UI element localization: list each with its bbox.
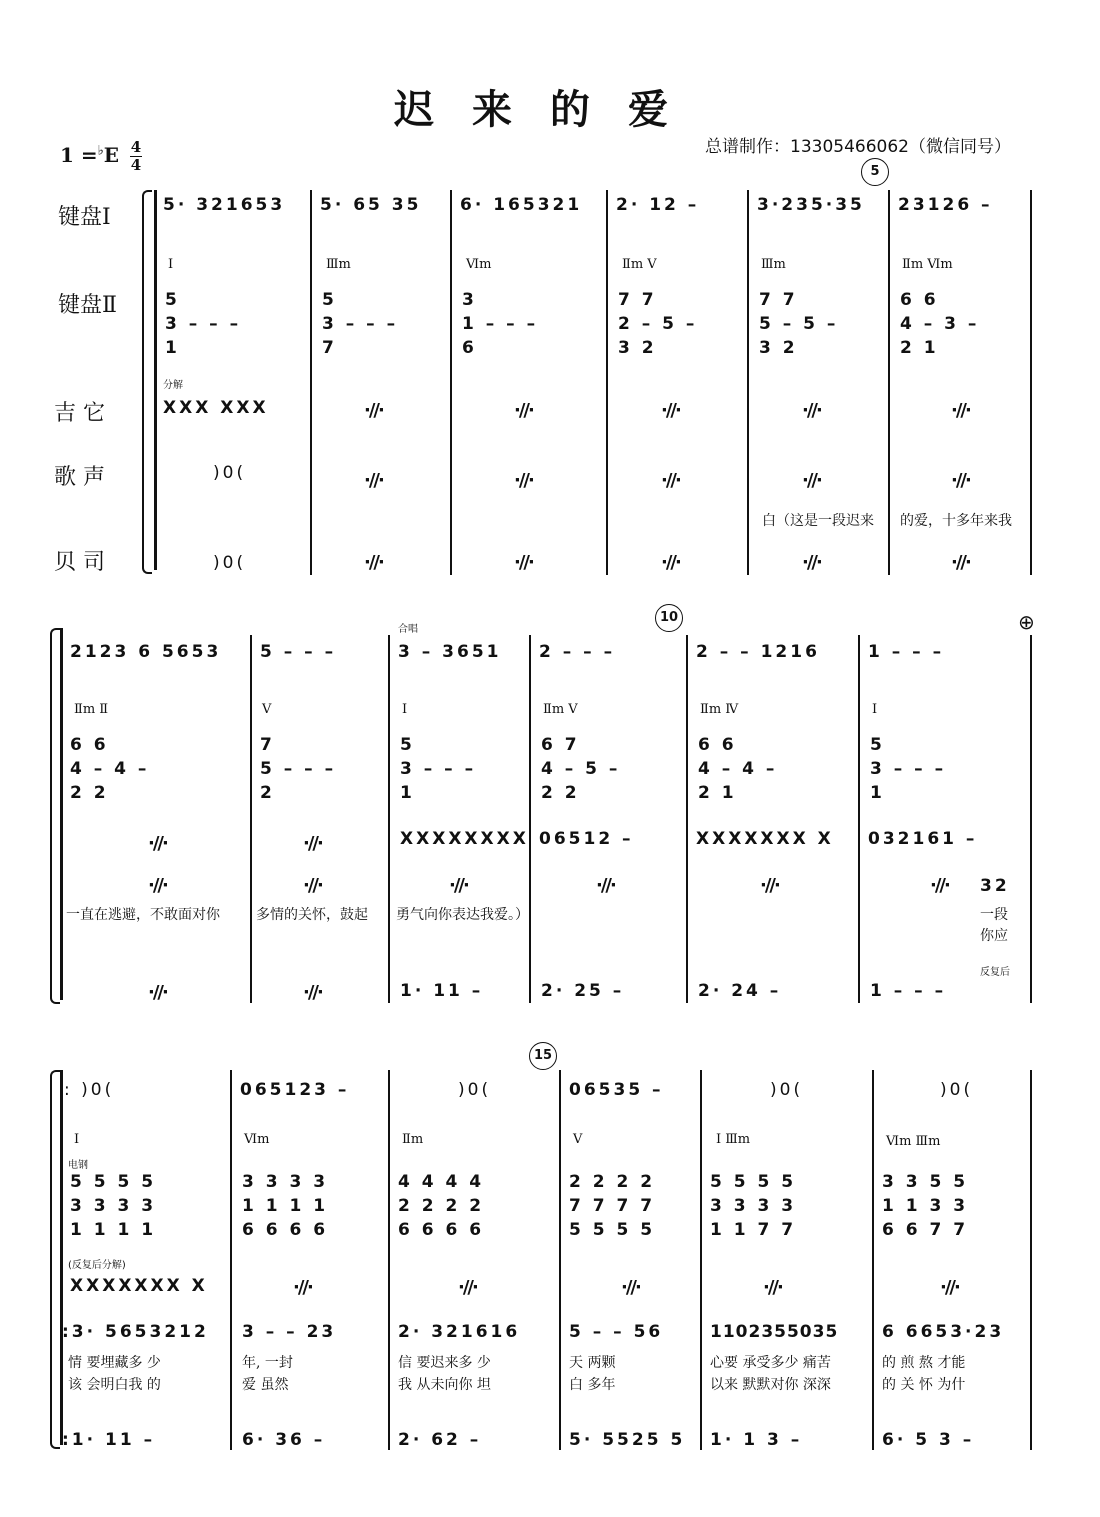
simile-mark: ∙//∙ [951, 552, 970, 573]
kb1-measure-4: 2· 12 – [616, 195, 700, 215]
kb1-measure-11: 2 – – 1216 [696, 642, 820, 662]
lyric-verse2: 该 会明白我 的 [68, 1377, 161, 1393]
simile-mark: ∙//∙ [802, 552, 821, 573]
guitar-measure-13: XXXXXXX X [70, 1276, 208, 1296]
kb1-measure-10: 2 – – – [539, 642, 616, 662]
kb1-measure-12: 1 – – – [868, 642, 945, 662]
kb2-bot: 6 [462, 338, 477, 358]
simile-mark: ∙//∙ [364, 400, 383, 421]
kb2-bot: 2 1 [900, 338, 939, 358]
barline [1030, 1070, 1032, 1450]
kb2-top: 3 [462, 290, 477, 310]
simile-mark: ∙//∙ [458, 1277, 477, 1298]
simile-mark: ∙//∙ [449, 875, 468, 896]
kb2-bot: 2 2 [70, 783, 109, 803]
bass-measure-14: 6· 36 – [242, 1430, 326, 1450]
chorus-note: 合唱 [398, 624, 418, 635]
rest-measure: )0( [213, 463, 247, 483]
kb1-measure-13: : )0( [64, 1080, 115, 1100]
simile-mark: ∙//∙ [802, 470, 821, 491]
chord: Ⅰ Ⅲm [716, 1132, 751, 1147]
kb1-measure-14: 065123 – [240, 1080, 350, 1100]
kb1-measure-7: 2123 6 5653 [70, 642, 222, 662]
simile-mark: ∙//∙ [148, 982, 167, 1003]
kb2-bot: 2 1 [698, 783, 737, 803]
lyric-verse2: 爱 虽然 [242, 1377, 289, 1393]
kb1-measure-5: 3·235·35 [757, 195, 865, 215]
simile-mark: ∙//∙ [514, 400, 533, 421]
lyric-verse2: 我 从未向你 坦 [398, 1377, 491, 1393]
chord: Ⅵm [466, 257, 492, 272]
kb2-mid: 4 – 5 – [541, 759, 621, 779]
chord: Ⅱm Ⅵm [902, 257, 953, 272]
kb2-mid: 7 7 7 7 [569, 1196, 656, 1216]
simile-mark: ∙//∙ [303, 982, 322, 1003]
kb2-mid: 3 – – – [400, 759, 477, 779]
key-note: E [103, 143, 120, 167]
barline [250, 635, 252, 1003]
voice-pickup: 32 [980, 876, 1010, 896]
bass-measure-11: 2· 24 – [698, 981, 782, 1001]
chord: Ⅱm Ⅱ [74, 702, 109, 717]
rehearsal-mark-15: 15 [529, 1042, 557, 1070]
barline [559, 1070, 561, 1450]
spoken-text: 多情的关怀，鼓起 [256, 907, 368, 923]
system3-bracket [50, 1070, 60, 1449]
simile-mark: ∙//∙ [951, 470, 970, 491]
kb2-bot: 1 1 1 1 [70, 1220, 157, 1240]
voice-measure-18: 6 6653·23 [882, 1322, 1005, 1342]
system2-brace-line [60, 628, 63, 1000]
simile-mark: ∙//∙ [951, 400, 970, 421]
lyric-verse2: 的 关 怀 为什 [882, 1377, 966, 1393]
simile-mark: ∙//∙ [661, 400, 680, 421]
kb2-top: 6 6 [698, 735, 737, 755]
kb2-mid: 5 – 5 – [759, 314, 839, 334]
bass-measure-18: 6· 5 3 – [882, 1430, 975, 1450]
guitar-measure-11: XXXXXXX X [696, 829, 834, 849]
kb1-measure-1: 5· 321653 [163, 195, 286, 215]
guitar-measure-12: 032161 – [868, 829, 978, 849]
chord: Ⅵm Ⅲm [886, 1134, 941, 1149]
kb1-measure-8: 5 – – – [260, 642, 337, 662]
kb2-bot: 1 1 7 7 [710, 1220, 797, 1240]
kb2-mid: 3 – – – [322, 314, 399, 334]
kb2-bot: 6 6 7 7 [882, 1220, 969, 1240]
kb1-measure-3: 6· 165321 [460, 195, 583, 215]
chord: Ⅰ [872, 702, 878, 717]
kb2-mid: 1 1 3 3 [882, 1196, 969, 1216]
lyric-verse1: 天 两颗 [569, 1355, 616, 1371]
lyric-verse1: 年, 一封 [242, 1355, 293, 1371]
barline [686, 635, 688, 1003]
chord: Ⅰ [168, 257, 174, 272]
part-label-guitar: 吉 它 [54, 401, 105, 426]
system1-bracket [142, 190, 152, 574]
lyric-line-2: 你应 [980, 928, 1008, 944]
voice-measure-14: 3 – – 23 [242, 1322, 337, 1342]
kb2-mid: 3 3 3 3 [710, 1196, 797, 1216]
bass-measure-9: 1· 11 – [400, 981, 484, 1001]
kb2-mid: 1 1 1 1 [242, 1196, 329, 1216]
barline [388, 635, 390, 1003]
kb1-measure-17: )0( [770, 1080, 804, 1100]
repeat-note: 反复后 [980, 967, 1010, 978]
simile-mark: ∙//∙ [940, 1277, 959, 1298]
simile-mark: ∙//∙ [148, 875, 167, 896]
simile-mark: ∙//∙ [293, 1277, 312, 1298]
barline [888, 190, 890, 575]
key-prefix: 1 = [60, 143, 98, 167]
simile-mark: ∙//∙ [763, 1277, 782, 1298]
simile-mark: ∙//∙ [364, 470, 383, 491]
flat-sign: ♭ [97, 143, 104, 159]
kb2-mid: 4 – 3 – [900, 314, 980, 334]
kb2-bot: 1 [165, 338, 180, 358]
kb1-measure-6: 23126 – [898, 195, 993, 215]
part-label-voice: 歌 声 [54, 465, 105, 490]
kb2-top: 3 3 3 3 [242, 1172, 329, 1192]
bass-measure-17: 1· 1 3 – [710, 1430, 803, 1450]
kb2-top: 5 5 5 5 [710, 1172, 797, 1192]
simile-mark: ∙//∙ [148, 833, 167, 854]
kb1-measure-18: )0( [940, 1080, 974, 1100]
time-top: 4 [130, 138, 142, 156]
kb2-top: 3 3 5 5 [882, 1172, 969, 1192]
voice-measure-17: 1102355035 [710, 1322, 839, 1342]
chord: Ⅱm Ⅴ [543, 702, 578, 717]
guitar-measure-1: XXX XXX [163, 398, 269, 418]
barline [230, 1070, 232, 1450]
kb1-measure-16: 06535 – [569, 1080, 664, 1100]
bass-measure-10: 2· 25 – [541, 981, 625, 1001]
barline [529, 635, 531, 1003]
kb2-top: 6 6 [70, 735, 109, 755]
kb2-bot: 6 6 6 6 [242, 1220, 329, 1240]
kb2-bot: 3 2 [759, 338, 798, 358]
barline [872, 1070, 874, 1450]
bass-measure-16: 5· 5525 5 [569, 1430, 686, 1450]
kb2-bot: 2 2 [541, 783, 580, 803]
time-bottom: 4 [130, 156, 142, 174]
kb2-mid: 4 – 4 – [698, 759, 778, 779]
kb2-top: 5 [870, 735, 885, 755]
spoken-text: 一直在逃避，不敢面对你 [66, 907, 220, 923]
barline [700, 1070, 702, 1450]
simile-mark: ∙//∙ [303, 833, 322, 854]
lyric-verse1: 信 要迟来多 少 [398, 1355, 491, 1371]
chord: Ⅴ [573, 1132, 583, 1147]
simile-mark: ∙//∙ [621, 1277, 640, 1298]
spoken-text: 勇气向你表达我爱。） [396, 907, 529, 923]
kb2-top: 4 4 4 4 [398, 1172, 485, 1192]
barline [310, 190, 312, 575]
key-signature [60, 140, 142, 173]
bass-measure-12: 1 – – – [870, 981, 947, 1001]
chord: Ⅱm [402, 1132, 424, 1147]
simile-mark: ∙//∙ [760, 875, 779, 896]
kb1-measure-9: 3 – 3651 [398, 642, 502, 662]
barline [606, 190, 608, 575]
part-label-keyboard2: 键盘Ⅱ [58, 293, 117, 318]
chord: Ⅰ [402, 702, 408, 717]
barline [450, 190, 452, 575]
kb2-top: 7 [260, 735, 275, 755]
kb2-bot: 5 5 5 5 [569, 1220, 656, 1240]
guitar-measure-10: 06512 – [539, 829, 634, 849]
kb2-top: 6 7 [541, 735, 580, 755]
kb2-bot: 2 [260, 783, 275, 803]
barline [1030, 190, 1032, 575]
chord: Ⅲm [761, 257, 786, 272]
lyric-verse1: 情 要埋藏多 少 [68, 1355, 161, 1371]
kb2-bot: 3 2 [618, 338, 657, 358]
kb2-mid: 4 – 4 – [70, 759, 150, 779]
kb2-top: 7 7 [618, 290, 657, 310]
spoken-text: 白（这是一段迟来 [762, 513, 874, 529]
kb2-top: 6 6 [900, 290, 939, 310]
kb2-mid: 2 – 5 – [618, 314, 698, 334]
chord: Ⅴ [262, 702, 272, 717]
kb2-top: 5 5 5 5 [70, 1172, 157, 1192]
chord: Ⅵm [244, 1132, 270, 1147]
page-title: 迟来的爱 [394, 86, 706, 133]
time-signature [130, 140, 142, 173]
simile-mark: ∙//∙ [802, 400, 821, 421]
kb2-mid: 3 – – – [165, 314, 242, 334]
voice-measure-16: 5 – – 56 [569, 1322, 664, 1342]
chord: Ⅱm Ⅳ [700, 702, 739, 717]
guitar-technique-note: 分解 [163, 380, 183, 391]
kb1-measure-15: )0( [458, 1080, 492, 1100]
kb2-bot: 7 [322, 338, 337, 358]
lyric-verse2: 白 多年 [569, 1377, 616, 1393]
simile-mark: ∙//∙ [303, 875, 322, 896]
kb2-top: 5 [165, 290, 180, 310]
simile-mark: ∙//∙ [596, 875, 615, 896]
score-credit: 总谱制作：13305466062（微信同号） [705, 137, 1011, 157]
barline [388, 1070, 390, 1450]
chord: Ⅲm [326, 257, 351, 272]
system1-brace-line [154, 190, 157, 570]
kb2-top: 7 7 [759, 290, 798, 310]
kb2-mid: 3 3 3 3 [70, 1196, 157, 1216]
kb2-top: 2 2 2 2 [569, 1172, 656, 1192]
bass-measure-15: 2· 62 – [398, 1430, 482, 1450]
kb2-mid: 1 – – – [462, 314, 539, 334]
simile-mark: ∙//∙ [514, 470, 533, 491]
bass-measure-13: :1· 11 – [62, 1430, 156, 1450]
simile-mark: ∙//∙ [514, 552, 533, 573]
rehearsal-mark-10: 10 [655, 604, 683, 632]
kb2-mid: 5 – – – [260, 759, 337, 779]
kb2-bot: 6 6 6 6 [398, 1220, 485, 1240]
barline [1030, 635, 1032, 1003]
spoken-text: 的爱，十多年来我 [900, 513, 1012, 529]
lyric-verse2: 以来 默默对你 深深 [710, 1377, 831, 1393]
guitar-technique-note: (反复后分解) [68, 1260, 126, 1271]
barline [858, 635, 860, 1003]
lyric-verse1: 心要 承受多少 痛苦 [710, 1355, 831, 1371]
simile-mark: ∙//∙ [930, 875, 949, 896]
kb2-top: 5 [322, 290, 337, 310]
rest-measure: )0( [213, 553, 247, 573]
coda-sign: ⊕ [1018, 610, 1035, 634]
voice-measure-15: 2· 321616 [398, 1322, 521, 1342]
kb2-bot: 1 [870, 783, 885, 803]
system2-bracket [50, 628, 60, 1004]
lyric-verse1: 的 煎 熬 才能 [882, 1355, 966, 1371]
chord: Ⅱm Ⅴ [622, 257, 657, 272]
simile-mark: ∙//∙ [364, 552, 383, 573]
voice-measure-13: :3· 5653212 [62, 1322, 209, 1342]
part-label-bass: 贝 司 [54, 550, 105, 575]
system3-brace-line [60, 1070, 63, 1445]
kb2-mid: 3 – – – [870, 759, 947, 779]
chord: Ⅰ [74, 1132, 80, 1147]
rehearsal-mark-5: 5 [861, 158, 889, 186]
part-label-keyboard1: 键盘Ⅰ [58, 205, 111, 230]
electric-piano-note: 电钢 [68, 1160, 88, 1171]
kb1-measure-2: 5· 65 35 [320, 195, 422, 215]
guitar-measure-9: XXXXXXXX [400, 829, 529, 849]
simile-mark: ∙//∙ [661, 470, 680, 491]
lyric-line-1: 一段 [980, 907, 1008, 923]
kb2-bot: 1 [400, 783, 415, 803]
kb2-top: 5 [400, 735, 415, 755]
kb2-mid: 2 2 2 2 [398, 1196, 485, 1216]
simile-mark: ∙//∙ [661, 552, 680, 573]
barline [747, 190, 749, 575]
